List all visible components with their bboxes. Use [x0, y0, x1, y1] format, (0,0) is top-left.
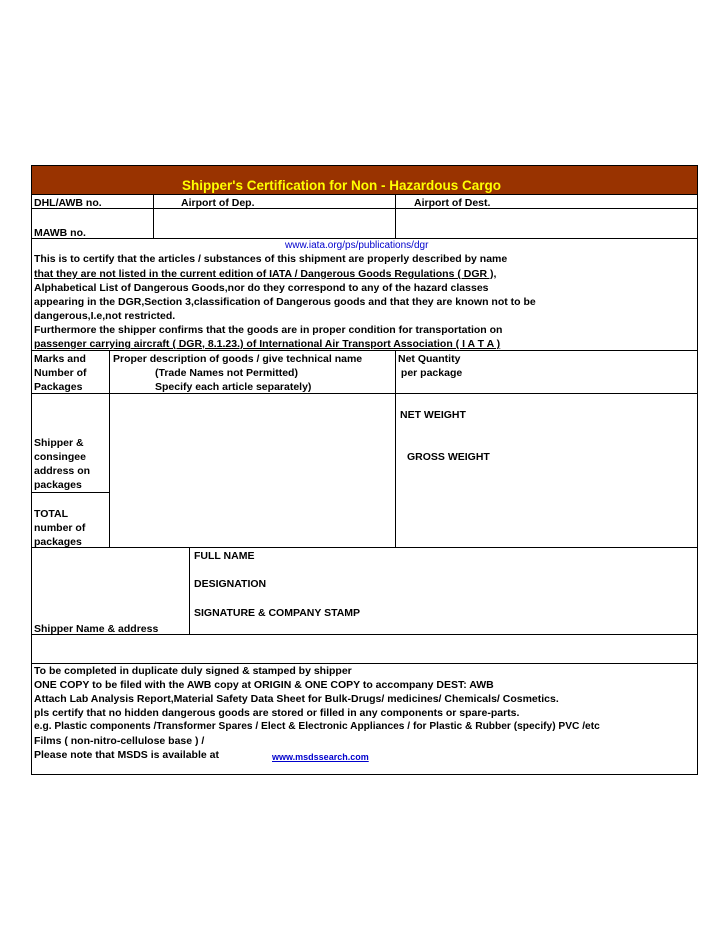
divider [153, 194, 154, 238]
msds-note: Please note that MSDS is available at [34, 749, 219, 761]
description-header: Specify each article separately) [155, 381, 312, 393]
shipper-consignee-label: packages [34, 479, 82, 491]
outer-top-border [31, 165, 698, 166]
airport-dest-label: Airport of Dest. [414, 197, 491, 209]
designation-label: DESIGNATION [194, 578, 267, 590]
airport-dep-label: Airport of Dep. [181, 197, 255, 209]
divider [31, 663, 698, 664]
divider [189, 547, 190, 634]
total-packages-label: TOTAL [34, 508, 69, 520]
cert-line: that they are not listed in the current edition of IATA / Dangerous Goods Regulations ( DGR ), [34, 268, 497, 280]
description-header: Proper description of goods / give technical name [113, 353, 363, 365]
total-packages-label: number of [34, 522, 86, 534]
outer-left-border [31, 165, 32, 775]
signature-stamp-label: SIGNATURE & COMPANY STAMP [194, 607, 361, 619]
outer-right-border [697, 165, 698, 775]
cert-line: Alphabetical List of Dangerous Goods,nor do they correspond to any of the hazard classes [34, 282, 489, 294]
divider [31, 238, 698, 239]
footer-line: pls certify that no hidden dangerous goods are stored or filled in any components or spare-parts. [34, 707, 520, 719]
cert-line: Furthermore the shipper confirms that the goods are in proper condition for transportation on [34, 324, 503, 336]
cert-line: passenger carrying aircraft ( DGR, 8.1.23.) of International Air Transport Association ( I A T A ) [34, 338, 501, 350]
shipper-consignee-label: Shipper & [34, 437, 84, 449]
total-packages-label: packages [34, 536, 82, 548]
dhl-awb-label: DHL/AWB no. [34, 197, 102, 209]
divider [395, 194, 396, 238]
footer-line: To be completed in duplicate duly signed & stamped by shipper [34, 665, 352, 677]
description-header: (Trade Names not Permitted) [155, 367, 298, 379]
divider [31, 350, 698, 351]
full-name-label: FULL NAME [194, 550, 255, 562]
outer-bottom-border [31, 774, 698, 775]
net-weight-label: NET WEIGHT [400, 409, 466, 421]
footer-line: ONE COPY to be filed with the AWB copy at ORIGIN & ONE COPY to accompany DEST: AWB [34, 679, 494, 691]
shipper-consignee-label: consingee [34, 451, 86, 463]
footer-line: Films ( non-nitro-cellulose base ) / [34, 735, 205, 747]
divider [109, 350, 110, 548]
shipper-name-address-label: Shipper Name & address [34, 623, 159, 635]
footer-line: Attach Lab Analysis Report,Material Safety Data Sheet for Bulk-Drugs/ medicines/ Chemicals/ Cosmetics. [34, 693, 559, 705]
divider [31, 547, 698, 548]
divider [31, 194, 698, 195]
footer-line: e.g. Plastic components /Transformer Spares / Elect & Electronic Appliances / for Plastic & Rubber (specify) PVC /etc [34, 721, 600, 732]
shipper-consignee-label: address on [34, 465, 91, 477]
marks-header: Packages [34, 381, 83, 393]
divider [31, 208, 698, 209]
iata-link[interactable]: www.iata.org/ps/publications/dgr [285, 240, 429, 251]
net-quantity-header: per package [398, 367, 463, 379]
divider [31, 393, 698, 394]
net-quantity-header: Net Quantity [398, 353, 461, 365]
msds-link[interactable]: www.msdssearch.com [272, 752, 369, 762]
marks-header: Number of [34, 367, 87, 379]
cert-line: dangerous,I.e,not restricted. [34, 310, 176, 322]
mawb-label: MAWB no. [34, 227, 86, 239]
form-title: Shipper's Certification for Non - Hazardous Cargo [182, 178, 501, 193]
divider [31, 492, 109, 493]
cert-line: This is to certify that the articles / substances of this shipment are properly described by name [34, 253, 508, 265]
cert-line: appearing in the DGR,Section 3,classification of Dangerous goods and that they are known not to be [34, 296, 536, 308]
divider [395, 350, 396, 548]
marks-header: Marks and [34, 353, 86, 365]
gross-weight-label: GROSS WEIGHT [407, 451, 490, 463]
